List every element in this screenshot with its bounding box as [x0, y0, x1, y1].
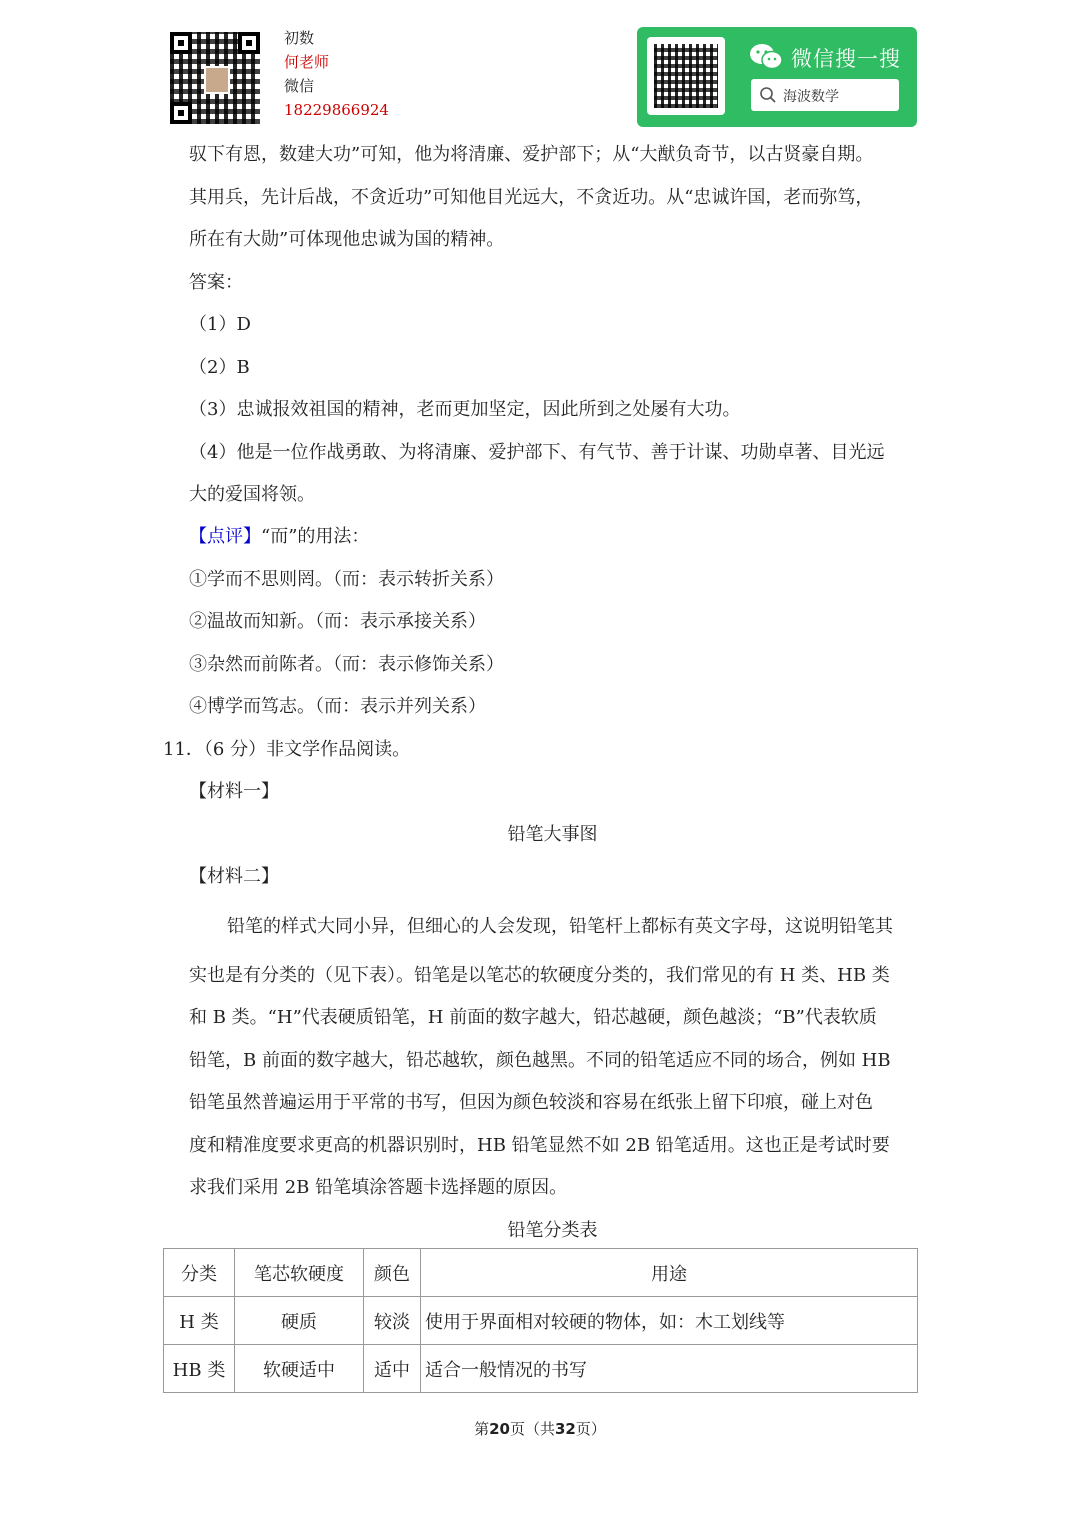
material-1-label: 【材料一】	[189, 781, 279, 802]
body-line: 其用兵，先计后战，不贪近功”可知他目光远大，不贪近功。从“忠诚许国，老而弥笃，	[189, 187, 874, 208]
page-number-total: 32	[555, 1420, 576, 1438]
answer-3: （3）忠诚报效祖国的精神，老而更加坚定，因此所到之处屡有大功。	[189, 399, 741, 420]
comment-item: ①学而不思则罔。（而：表示转折关系）	[189, 569, 504, 590]
pencil-classification-table	[163, 1248, 918, 1393]
answer-2: （2）B	[189, 357, 250, 378]
contact-wechat-label: 微信	[284, 77, 315, 95]
table-cell: H 类	[164, 1297, 235, 1345]
body-line: 驭下有恩，数建大功”可知，他为将清廉、爱护部下；从“大猷负奇节，以古贤豪自期。	[189, 144, 874, 165]
table-cell: 软硬适中	[235, 1345, 364, 1393]
paragraph-line: 度和精准度要求更高的机器识别时，HB 铅笔显然不如 2B 铅笔适用。这也正是考试时要	[189, 1135, 890, 1156]
comment-text: “而”的用法：	[261, 526, 370, 547]
table-row	[164, 1345, 918, 1393]
table-cell: 适中	[364, 1345, 421, 1393]
table-cell: 较淡	[364, 1297, 421, 1345]
material-1-caption: 铅笔大事图	[507, 824, 598, 845]
table-cell: HB 类	[164, 1345, 235, 1393]
search-text: 海波数学	[783, 89, 839, 105]
paragraph-line: 实也是有分类的（见下表）。铅笔是以笔芯的软硬度分类的，我们常见的有 H 类、HB 类	[189, 965, 890, 986]
table-cell: 使用于界面相对较硬的物体，如：木工划线等	[421, 1297, 918, 1345]
page-number-mid: 页（共	[509, 1420, 555, 1438]
contact-info	[284, 26, 389, 122]
table-header-row	[164, 1249, 918, 1297]
comment-label: 【点评】	[189, 526, 261, 547]
page-number-current: 20	[489, 1420, 510, 1438]
answer-1: （1）D	[189, 314, 251, 335]
comment-item: ②温故而知新。（而：表示承接关系）	[189, 611, 486, 632]
paragraph-line: 铅笔的样式大同小异，但细心的人会发现，铅笔杆上都标有英文字母，这说明铅笔其	[227, 916, 893, 937]
page-number	[0, 1418, 1080, 1439]
page-number-pre: 第	[474, 1420, 490, 1438]
table-row	[164, 1297, 918, 1345]
paragraph-line: 铅笔，B 前面的数字越大，铅芯越软，颜色越黑。不同的铅笔适应不同的场合，例如 HB	[189, 1050, 891, 1071]
contact-teacher: 何老师	[284, 53, 330, 71]
material-2-label: 【材料二】	[189, 866, 279, 887]
comment-item: ④博学而笃志。（而：表示并列关系）	[189, 696, 486, 717]
banner-qr-code	[647, 37, 725, 115]
table-header: 分类	[164, 1249, 235, 1297]
table-cell: 硬质	[235, 1297, 364, 1345]
body-line: 所在有大勋”可体现他忠诚为国的精神。	[189, 229, 505, 250]
question-title: 11．（6 分）非文学作品阅读。	[163, 739, 411, 760]
comment-line	[189, 522, 369, 548]
table-cell: 适合一般情况的书写	[421, 1345, 918, 1393]
answer-label: 答案：	[189, 272, 243, 293]
contact-phone: 18229866924	[284, 101, 389, 119]
contact-subject: 初数	[284, 29, 315, 47]
paragraph-line: 铅笔虽然普遍运用于平常的书写，但因为颜色较淡和容易在纸张上留下印痕，碰上对色	[189, 1092, 873, 1113]
paragraph-line: 和 B 类。“H”代表硬质铅笔，H 前面的数字越大，铅芯越硬，颜色越淡；“B”代表软质	[189, 1007, 877, 1028]
table-header: 笔芯软硬度	[235, 1249, 364, 1297]
page-number-post: 页）	[575, 1420, 606, 1438]
search-box[interactable]	[751, 79, 899, 111]
comment-item: ③杂然而前陈者。（而：表示修饰关系）	[189, 654, 504, 675]
qr-code	[170, 32, 260, 124]
table-header: 用途	[421, 1249, 918, 1297]
wechat-search-banner[interactable]	[637, 27, 917, 127]
answer-4-cont: 大的爱国将领。	[189, 484, 315, 505]
table-caption: 铅笔分类表	[507, 1220, 598, 1241]
search-icon	[759, 86, 777, 104]
table-header: 颜色	[364, 1249, 421, 1297]
banner-title: 微信搜一搜	[791, 47, 901, 71]
avatar	[204, 66, 230, 94]
paragraph-line: 求我们采用 2B 铅笔填涂答题卡选择题的原因。	[189, 1177, 568, 1198]
answer-4: （4）他是一位作战勇敢、为将清廉、爱护部下、有气节、善于计谋、功勋卓著、目光远	[189, 442, 885, 463]
wechat-icon	[749, 43, 783, 71]
